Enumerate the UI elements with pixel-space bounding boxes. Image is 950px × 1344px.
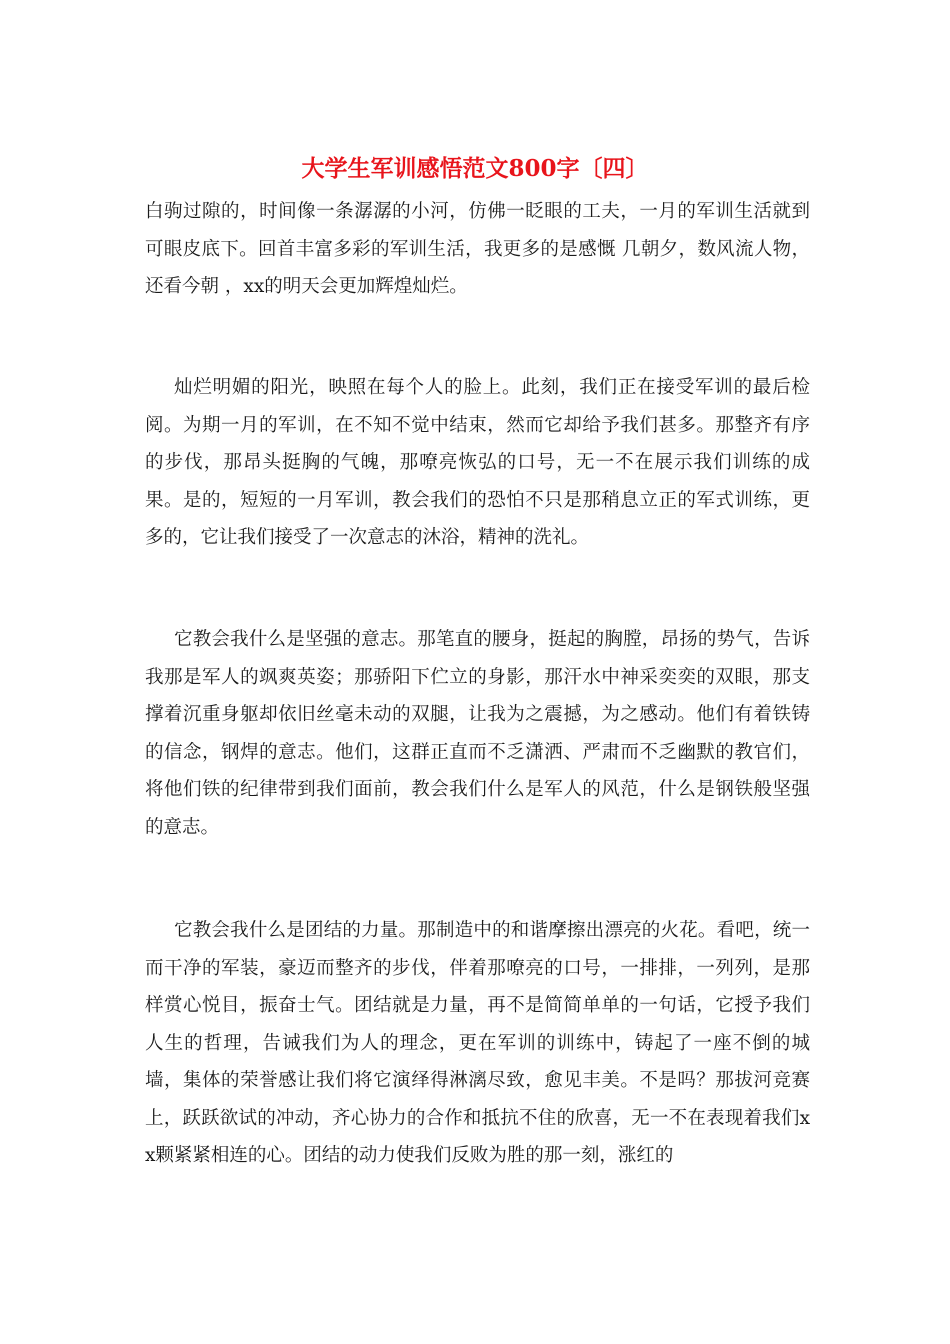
paragraph-2: 灿烂明媚的阳光，映照在每个人的脸上。此刻，我们正在接受军训的最后检阅。为期一月的军训，在不知不觉中结束，然而它却给予我们甚多。那整齐有序的步伐，那昂头挺胸的气魄，那嘹亮恢弘的口号，无一不在展示我们训练的成果。是的，短短的一月军训，教会我们的恐怕不只是那稍息立正的军式训练，更多的，它让我们接受了一次意志的沐浴，精神的洗礼。	[145, 377, 810, 548]
paragraph-3: 它教会我什么是坚强的意志。那笔直的腰身，挺起的胸膛，昂扬的势气，告诉我那是军人的飒爽英姿；那骄阳下伫立的身影，那汗水中神采奕奕的双眼，那支撑着沉重身躯却依旧丝毫未动的双腿，让我为之震撼，为之感动。他们有着铁铸的信念，钢焊的意志。他们，这群正直而不乏潇洒、严肃而不乏幽默的教官们，将他们铁的纪律带到我们面前，教会我们什么是军人的风范，什么是钢铁般坚强的意志。	[145, 629, 810, 838]
paragraph-1: 白驹过隙的，时间像一条潺潺的小河，仿佛一眨眼的工夫，一月的军训生活就到可眼皮底下。回首丰富多彩的军训生活，我更多的是感慨 几朝夕，数风流人物，还看今朝 ，xx的明天会更加辉煌灿烂。	[145, 201, 810, 297]
document-title: 大学生军训感悟范文800字〔四〕	[301, 155, 649, 182]
paragraph-4: 它教会我什么是团结的力量。那制造中的和谐摩擦出漂亮的火花。看吧，统一而干净的军装，豪迈而整齐的步伐，伴着那嘹亮的口号，一排排，一列列，是那样赏心悦目，振奋士气。团结就是力量，再不是简简单单的一句话，它授予我们人生的哲理，告诫我们为人的理念，更在军训的训练中，铸起了一座不倒的城墙，集体的荣誉感让我们将它演绎得淋漓尽致，愈见丰美。不是吗？那拔河竞赛上，跃跃欲试的冲动，齐心协力的合作和抵抗不住的欣喜，无一不在表现着我们xx颗紧紧相连的心。团结的动力使我们反败为胜的那一刻，涨红的	[145, 920, 810, 1166]
